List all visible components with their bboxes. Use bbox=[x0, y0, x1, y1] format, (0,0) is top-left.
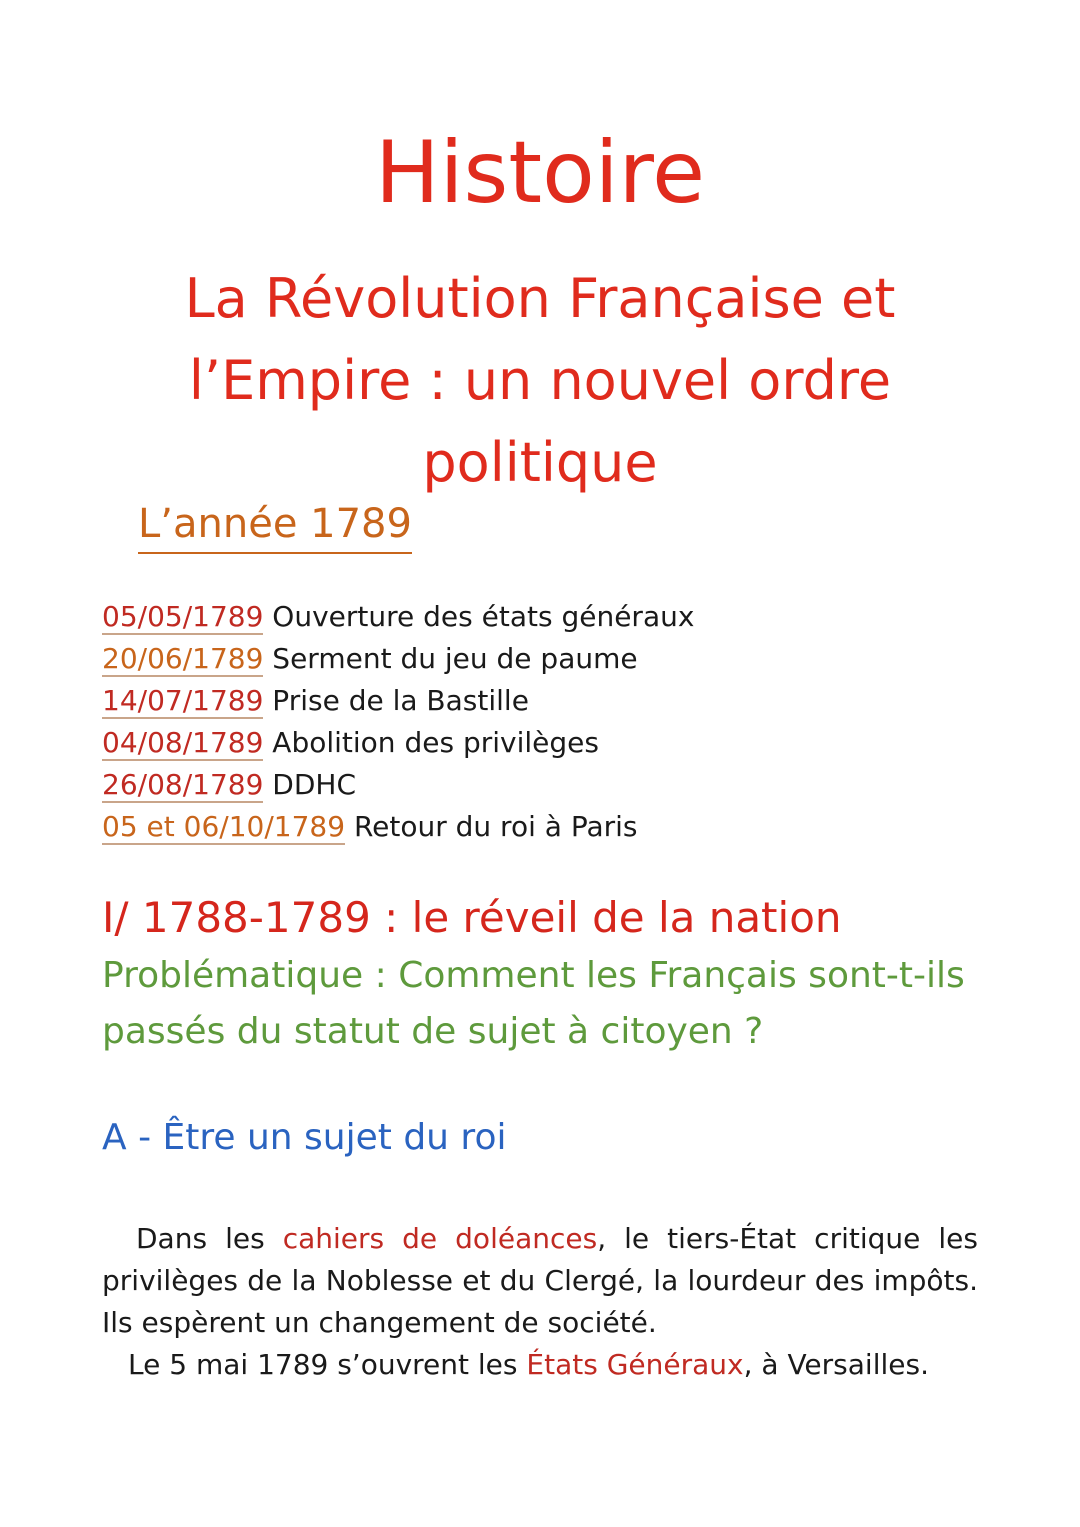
body-text bbox=[102, 1218, 978, 1386]
timeline-event: Serment du jeu de paume bbox=[272, 642, 638, 675]
timeline-event: Abolition des privilèges bbox=[272, 726, 599, 759]
text-segment: , à Versailles. bbox=[743, 1348, 929, 1381]
page-title: Histoire bbox=[375, 123, 705, 223]
timeline-item bbox=[102, 764, 694, 806]
paragraph-etats-generaux bbox=[102, 1344, 978, 1386]
timeline-list bbox=[102, 596, 694, 848]
timeline-date: 04/08/1789 bbox=[102, 726, 264, 759]
timeline-event: Prise de la Bastille bbox=[272, 684, 529, 717]
timeline-item bbox=[102, 806, 694, 848]
timeline-date: 05/05/1789 bbox=[102, 600, 264, 633]
timeline-item bbox=[102, 638, 694, 680]
timeline-date: 20/06/1789 bbox=[102, 642, 264, 675]
problematique: Problématique : Comment les Français sont-t-ils passés du statut de sujet à citoyen ? bbox=[102, 955, 965, 1052]
text-segment: Le 5 mai 1789 s’ouvrent les bbox=[128, 1348, 527, 1381]
timeline-event: Ouverture des états généraux bbox=[272, 600, 695, 633]
timeline-date: 05 et 06/10/1789 bbox=[102, 810, 346, 843]
year-heading: L’année 1789 bbox=[138, 496, 412, 554]
keyword-cahiers-de-doleances: cahiers de doléances bbox=[282, 1222, 598, 1255]
text-segment: , le tiers-État critique les privilèges de la Noblesse et du Clergé, la lourdeur des impôts. Ils espèrent un changement de société. bbox=[102, 1222, 978, 1339]
timeline-event: DDHC bbox=[272, 768, 357, 801]
section-heading: I/ 1788-1789 : le réveil de la nation bbox=[102, 893, 842, 942]
sub-heading: A - Être un sujet du roi bbox=[102, 1117, 507, 1158]
text-segment: Dans les bbox=[136, 1222, 283, 1255]
chapter-subtitle: La Révolution Française et l’Empire : un nouvel ordre politique bbox=[184, 267, 896, 494]
timeline-item bbox=[102, 722, 694, 764]
timeline-item bbox=[102, 680, 694, 722]
timeline-item bbox=[102, 596, 694, 638]
keyword-etats-generaux: États Généraux bbox=[526, 1348, 744, 1381]
paragraph-doleances bbox=[102, 1218, 978, 1344]
timeline-date: 26/08/1789 bbox=[102, 768, 264, 801]
timeline-event: Retour du roi à Paris bbox=[353, 810, 638, 843]
timeline-date: 14/07/1789 bbox=[102, 684, 264, 717]
